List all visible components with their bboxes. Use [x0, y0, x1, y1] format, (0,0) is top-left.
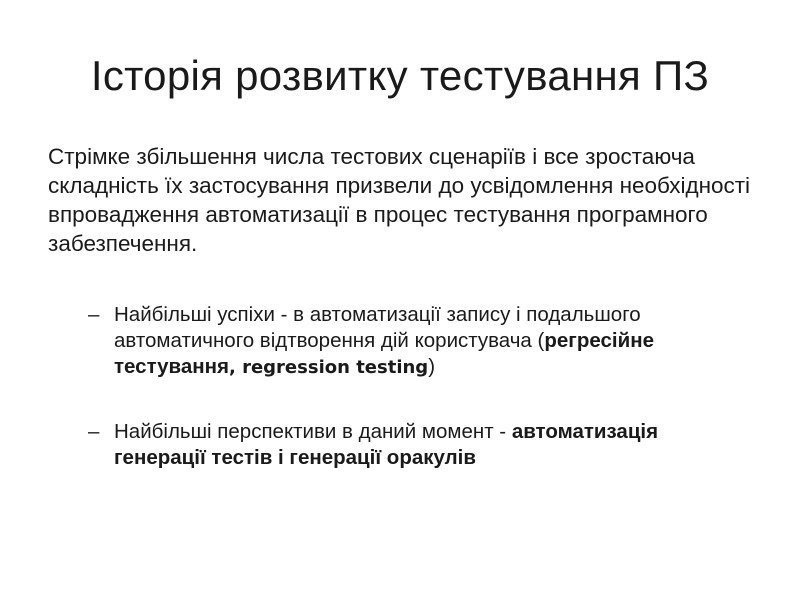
bullet-dash: –	[88, 303, 100, 326]
main-paragraph: Стрімке збільшення числа тестових сценаріїв і все зростаюча складність їх застосування призвели до усвідомлення необхідності впровадження автоматизації в процес тестування програмного забезпечення.	[48, 144, 751, 256]
slide-title: Історія розвитку тестування ПЗ	[90, 52, 710, 99]
bullet-item-regression	[48, 302, 768, 381]
bullet-list	[48, 302, 768, 471]
bullet-text	[114, 302, 694, 381]
bullet-text-latin: , regression testing	[228, 357, 429, 378]
bullet-item-perspectives	[48, 419, 768, 471]
bullet-text-tail: )	[428, 355, 436, 378]
bullet-text-bold: автоматизація генерації тестів і генерації оракулів	[114, 420, 659, 469]
bullet-dash: –	[88, 420, 100, 443]
bullet-text-plain: Найбільші успіхи - в автоматизації запису і подальшого автоматичного відтворення дій користувача (	[114, 303, 641, 352]
slide-body	[48, 142, 768, 471]
bullet-text-bold: регресійне тестування	[114, 329, 654, 378]
bullet-text-plain: Найбільші перспективи в даний момент -	[114, 420, 512, 443]
bullet-text	[114, 419, 694, 471]
